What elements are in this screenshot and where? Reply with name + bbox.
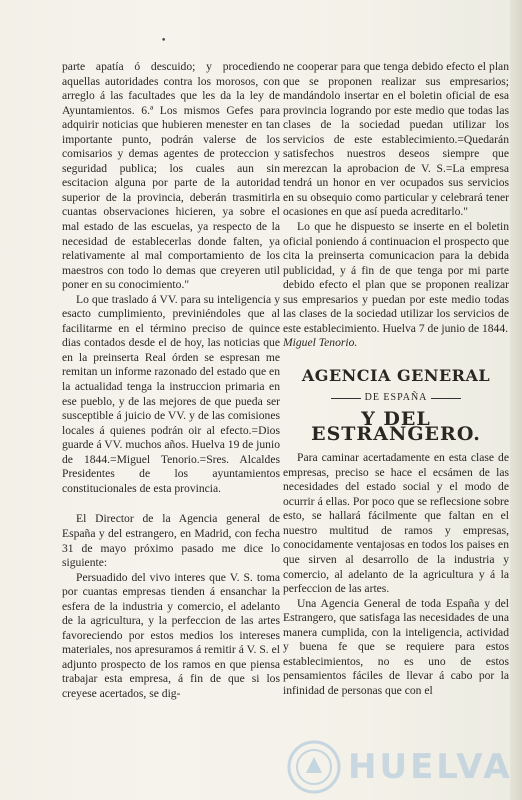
paragraph: parte apatía ó descuido; y procediendo aquellas autoridades contra los morosos, con arreglo á las facultades que les da la ley de Ayuntamientos. 6.ª Los mismos Gefes para adquirir noticias que hubieren menester en tan importante punto, podrán valerse de los comisarios y demas agentes de proteccion y seguridad publica; los cuales aun sin escitacion alguna por parte de la autoridad superior de la provincia, deberán trasmitirla cuantas observaciones hicieren, ya sobre el mal estado de las escuelas, ya respecto de la necesidad de establecerlas donde falten, ya relativamente al mal comportamiento de los maestros con todo lo demas que creyeren util poner en su conocimiento." xyxy=(62,60,280,292)
rule-right xyxy=(431,398,461,399)
section-gap xyxy=(62,496,280,512)
subheadline-text: DE ESPAÑA xyxy=(364,392,428,404)
section-subheadline xyxy=(283,391,509,406)
page-edge xyxy=(510,0,522,800)
section-headline: AGENCIA GENERAL xyxy=(301,365,491,385)
left-column xyxy=(62,60,280,702)
signature: Miguel Tenorio. xyxy=(283,336,358,350)
paragraph: El Director de la Agencia general de España y del estrangero, en Madrid, con fecha 31 de mayo próximo pasado me dice lo siguiente: xyxy=(62,512,280,570)
watermark-text: HUELVA xyxy=(348,747,513,787)
paragraph: Para caminar acertadamente en esta clase de empresas, preciso se hace el ecsámen de las necesidades del estado social y el modo de ocurrir á ellas. Por poco que se reflecsione sobre esto, se hallará fácilmente que faltan en el nuestro multitud de ramos y empresas, conocidamente ventajosas en todos los paises en que sirven al desarrollo de la industria y comercio, al adelanto de la agricultura y á la perfeccion de las artes. xyxy=(283,451,509,596)
paragraph: ne cooperar para que tenga debido efecto el plan que se proponen realizar sus empresarios; mandándolo insertar en el boletin oficial de esa provincia logrando por este medio que todas las clases de la sociedad puedan utilizar los servicios de este establecimiento.=Quedarán satisfechos nuestros deseos siempre que merezcan la aprobacion de V. S.=La empresa tendrá un honor en ver ocupados sus servicios en su obsequio como particular y celebrará tener ocasiones en que así pueda acreditarlo." xyxy=(283,60,509,219)
right-column xyxy=(283,60,509,698)
page-mark: • xyxy=(161,36,167,46)
seal-icon xyxy=(286,739,342,795)
paragraph: Lo que traslado á VV. para su inteligencia y esacto cumplimiento, previniéndoles que al facilitarme en el término preciso de quince dias contados desde el de hoy, las noticias que en la preinserta Real órden se espresan me remitan un informe razonado del estado que en la actualidad tenga la instruccion primaria en ese pueblo, y de las mejores de que pueda ser susceptible á juicio de VV. y de las comisiones locales á quienes podrán oir al efecto.=Dios guarde á VV. muchos años. Huelva 19 de junio de 1844.=Miguel Tenorio.=Sres. Alcaldes Presidentes de los ayuntamientos constitucionales de esta provincia. xyxy=(62,292,280,495)
paragraph: Persuadido del vivo interes que V. S. toma por cuantas empresas tienden á ensanchar la esfera de la industria y comercio, el adelanto de la agricultura, y la perfeccion de las artes favoreciendo por estos medios los intereses materiales, nos apresuramos á remitir á V. S. el adjunto prospecto de los ramos en que piensa trabajar esta empresa, á fin de que si los creyese acertados, se dig- xyxy=(62,570,280,700)
archive-watermark xyxy=(278,735,513,795)
rule-left xyxy=(331,398,361,399)
paragraph: Una Agencia General de toda España y del Estrangero, que satisfaga las necesidades de una manera cumplida, con la inteligencia, actividad y buena fe que se requiere para estos establecimientos, no es uno de estos pensamientos fáciles de llevar á cabo por la infinidad de personas que con el xyxy=(283,596,509,697)
paragraph: Lo que he dispuesto se inserte en el boletin oficial poniendo á continuacion el prospecto que cita la preinserta comunicacion para la debida publicidad, y á fin de que tenga por mi parte debido efecto el plan que se proponen realizar sus empresarios y puedan por este medio todas las clases de la sociedad utilizar los servicios de este establecimiento. Huelva 7 de junio de 1844. xyxy=(283,220,509,335)
section-headline-large: Y DEL ESTRANGERO. xyxy=(311,408,481,445)
